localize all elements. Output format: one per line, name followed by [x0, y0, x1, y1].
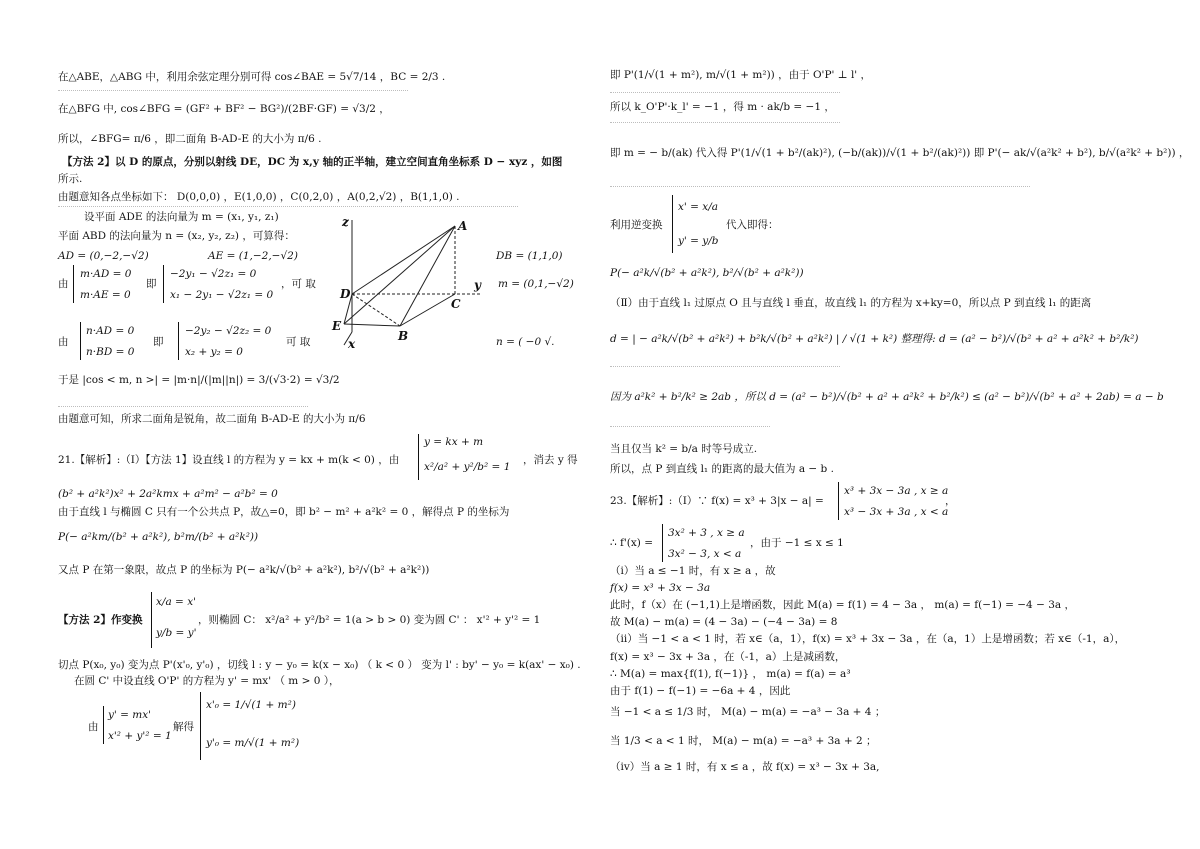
equation: (b² + a²k²)x² + 2a²kmx + a²m² − a²b² = 0: [58, 488, 278, 500]
text-line: 即: [153, 336, 164, 348]
equation: P(− a²k/√(b² + a²k²), b²/√(b² + a²k²)): [610, 267, 804, 279]
equation: d = | − a²k/√(b² + a²k²) + b²k/√(b² + a²k²) | / √(1 + k²) 整理得: d = (a² − b²)/√(b² + a² + a²k² + b²/k²): [610, 333, 1139, 345]
label-D: D: [340, 287, 351, 301]
text-line: 此时，f（x）在 (−1,1)上是增函数，因此 M(a) = f(1) = 4 − 3a ， m(a) = f(−1) = −4 − 3a ，: [610, 599, 1075, 611]
equation: x³ + 3x − 3a , x ≥ a: [844, 485, 949, 497]
text-line: 所以，∠BFG= π/6 ，即二面角 B-AD-E 的大小为 π/6 .: [58, 133, 322, 145]
text-line: ∴ M(a) = max{f(1), f(−1)} ， m(a) = f(a) = a³: [610, 668, 851, 680]
equation: n = ( −0 √.: [496, 336, 555, 348]
equation: x/a = x': [156, 596, 197, 608]
brace: [672, 195, 673, 253]
text-line: 故 M(a) − m(a) = (4 − 3a) − (−4 − 3a) = 8: [610, 616, 838, 628]
dotted-underline: [58, 406, 308, 407]
dotted-underline: [58, 206, 518, 207]
equation: m·AD = 0: [80, 268, 132, 280]
label-E: E: [332, 319, 342, 333]
edge-DA: [352, 226, 455, 294]
equation: y/b = y': [156, 627, 197, 639]
label-C: C: [451, 297, 461, 311]
text-line: 由题意可知，所求二面角是锐角，故二面角 B-AD-E 的大小为 π/6: [58, 413, 366, 425]
equation: y'₀ = m/√(1 + m²): [206, 737, 300, 749]
equation: P(− a²km/(b² + a²k²), b²m/(b² + a²k²)): [58, 531, 259, 543]
dotted-underline: [610, 186, 1030, 187]
text-line: 由: [88, 721, 99, 733]
text-line: 即 m = − b/(ak) 代入得 P'(1/√(1 + b²/(ak)²), (−b/(ak))/√(1 + b²/(ak)²)) 即 P'(− ak/√(a²k² + b²), b/√(a²k² + b²)) ，: [610, 147, 1190, 159]
equation: y' = mx': [108, 709, 152, 721]
text-line: 所以，点 P 到直线 l₁ 的距离的最大值为 a − b .: [610, 463, 834, 475]
text-line: 即 P'(1/√(1 + m²), m/√(1 + m²)) ，由于 O'P' ⊥ l' ，: [610, 69, 872, 81]
label-x: x: [348, 337, 356, 351]
brace: [151, 592, 152, 648]
equation: y' = y/b: [678, 235, 719, 247]
text-line: ，消去 y 得: [523, 454, 578, 466]
text-line: 由: [58, 336, 69, 348]
equation: x'₀ = 1/√(1 + m²): [206, 699, 296, 711]
equation: n·BD = 0: [86, 346, 135, 358]
text-line: 在圆 C' 中设直线 O'P' 的方程为 y' = mx' （ m > 0 ），: [74, 675, 340, 687]
brace: [178, 322, 179, 360]
brace: [838, 482, 839, 520]
text-line: f(x) = x³ − 3x + 3a ，在（-1，a）上是减函数，: [610, 651, 846, 663]
text-line: 由于 f(1) − f(−1) = −6a + 4 ，因此: [610, 685, 791, 697]
equation: n·AD = 0: [86, 325, 135, 337]
text-line: 代入即得：: [726, 219, 779, 231]
equation: −2y₂ − √2z₂ = 0: [185, 325, 272, 337]
equation: x₂ + y₂ = 0: [185, 346, 243, 358]
text-line: 在△ABE，△ABG 中，利用余弦定理分别可得 cos∠BAE = 5√7/14 ，BC = 2/3 .: [58, 71, 446, 83]
text-line: ，: [945, 495, 956, 507]
text-line: （ⅰ）当 a ≤ −1 时，有 x ≥ a ，故: [610, 565, 776, 577]
brace: [73, 265, 74, 303]
brace: [662, 524, 663, 562]
text-line: 设平面 ADE 的法向量为 m = (x₁, y₁, z₁): [84, 211, 279, 223]
equation: f(x) = x³ + 3x − 3a: [610, 582, 711, 594]
text-line: 所以 k_O'P'·k_l' = −1 ，得 m · ak/b = −1 ，: [610, 101, 835, 113]
text-line: 由题意知各点坐标如下： D(0,0,0) ，E(1,0,0) ，C(0,2,0) ，A(0,2,√2) ，B(1,1,0) .: [58, 191, 460, 203]
text-line: 当且仅当 k² = b/a 时等号成立.: [610, 443, 758, 455]
brace: [418, 434, 419, 480]
label-B: B: [398, 329, 409, 343]
equation: x₁ − 2y₁ − √2z₁ = 0: [170, 289, 274, 301]
dotted-underline: [610, 366, 840, 367]
text-line: 平面 ABD 的法向量为 n = (x₂, y₂, z₂) ，可算得：: [58, 230, 295, 242]
equation: x³ − 3x + 3a , x < a: [844, 506, 949, 518]
text-line: （Ⅱ）由于直线 l₁ 过原点 O 且与直线 l 垂直，故直线 l₁ 的方程为 x+ky=0，所以点 P 到直线 l₁ 的距离: [610, 297, 1092, 309]
equation: x' = x/a: [678, 201, 719, 213]
text-line: ，由于 −1 ≤ x ≤ 1: [750, 537, 844, 549]
brace: [163, 265, 164, 303]
text-line: ∴ f'(x) =: [610, 537, 654, 549]
text-line: 即: [146, 278, 157, 290]
vector-ad: AD = (0,−2,−√2): [58, 250, 149, 262]
dotted-underline: [610, 426, 770, 427]
equation: 3x² − 3, x < a: [668, 548, 742, 560]
equation: 因为 a²k² + b²/k² ≥ 2ab ，所以 d = (a² − b²)/√(b² + a² + a²k² + b²/k²) ≤ (a² − b²)/√(b² + a² + 2ab) = a − b: [610, 391, 1164, 403]
text-line: 由于直线 l 与椭圆 C 只有一个公共点 P，故△=0，即 b² − m² + a²k² = 0 ，解得点 P 的坐标为: [58, 506, 510, 518]
text-line: 所示.: [58, 173, 83, 185]
equation: m·AE = 0: [80, 289, 131, 301]
brace: [200, 692, 201, 760]
text-line: ，可 取: [281, 278, 316, 290]
brace: [80, 322, 81, 360]
text-line: （ⅱ）当 −1 < a < 1 时，若 x∈（a，1），f(x) = x³ + 3x − 3a ，在（a，1）上是增函数；若 x∈（-1，a），: [610, 633, 1126, 645]
equation: m = (0,1,−√2): [498, 278, 574, 290]
text-line: 当 1/3 < a < 1 时， M(a) − m(a) = −a³ + 3a + 2 ；: [610, 735, 877, 747]
label-A: A: [458, 219, 468, 233]
text-line: 由: [58, 278, 69, 290]
dotted-underline: [610, 92, 840, 93]
text-line: 【方法 2】以 D 的原点，分别以射线 DE，DC 为 x,y 轴的正半轴，建立空间直角坐标系 D − xyz ，如图: [62, 156, 563, 168]
brace: [103, 706, 104, 744]
edge-BA: [400, 226, 455, 326]
text-line: 当 −1 < a ≤ 1/3 时， M(a) − m(a) = −a³ − 3a + 4 ；: [610, 706, 886, 718]
equation: −2y₁ − √2z₁ = 0: [170, 268, 257, 280]
text-line: 解得: [173, 721, 194, 733]
equation: 3x² + 3 , x ≥ a: [668, 527, 745, 539]
vector-db: DB = (1,1,0): [496, 250, 563, 262]
edge-EA: [344, 226, 455, 324]
text-line: （ⅳ）当 a ≥ 1 时，有 x ≤ a ，故 f(x) = x³ − 3x + 3a,: [610, 761, 880, 773]
text-line: 21.【解析】:（Ⅰ）【方法 1】设直线 l 的方程为 y = kx + m(k < 0) ，由: [58, 454, 400, 466]
text-line: 切点 P(x₀, y₀) 变为点 P'(x'₀, y'₀) ，切线 l : y − y₀ = k(x − x₀) （ k < 0 ） 变为 l' : by' − y₀ = k(ax' − x₀) .: [58, 659, 581, 671]
equation: y = kx + m: [424, 436, 484, 448]
dotted-underline: [58, 90, 408, 91]
text-line: 【方法 2】作变换: [58, 614, 143, 626]
geometry-figure: [330, 212, 490, 352]
text-line: 可 取: [286, 336, 311, 348]
equation: x'² + y'² = 1: [108, 730, 172, 742]
text-line: ，则椭圆 C： x²/a² + y²/b² = 1(a > b > 0) 变为圆 C' ： x'² + y'² = 1: [198, 614, 541, 626]
equation: x²/a² + y²/b² = 1: [424, 461, 511, 473]
text-line: 利用逆变换: [610, 219, 663, 231]
label-z: z: [342, 215, 349, 229]
text-line: 于是 |cos < m, n >| = |m·n|/(|m||n|) = 3/(√3·2) = √3/2: [58, 374, 340, 386]
label-y: y: [474, 278, 481, 292]
text-line: 23.【解析】:（Ⅰ）∵ f(x) = x³ + 3|x − a| =: [610, 495, 824, 507]
text-line: 又点 P 在第一象限，故点 P 的坐标为 P(− a²k/√(b² + a²k²), b²/√(b² + a²k²)): [58, 564, 430, 576]
vector-ae: AE = (1,−2,−√2): [208, 250, 298, 262]
dotted-underline: [610, 122, 840, 123]
text-line: 在△BFG 中, cos∠BFG = (GF² + BF² − BG²)/(2BF·GF) = √3/2 ，: [58, 103, 390, 115]
